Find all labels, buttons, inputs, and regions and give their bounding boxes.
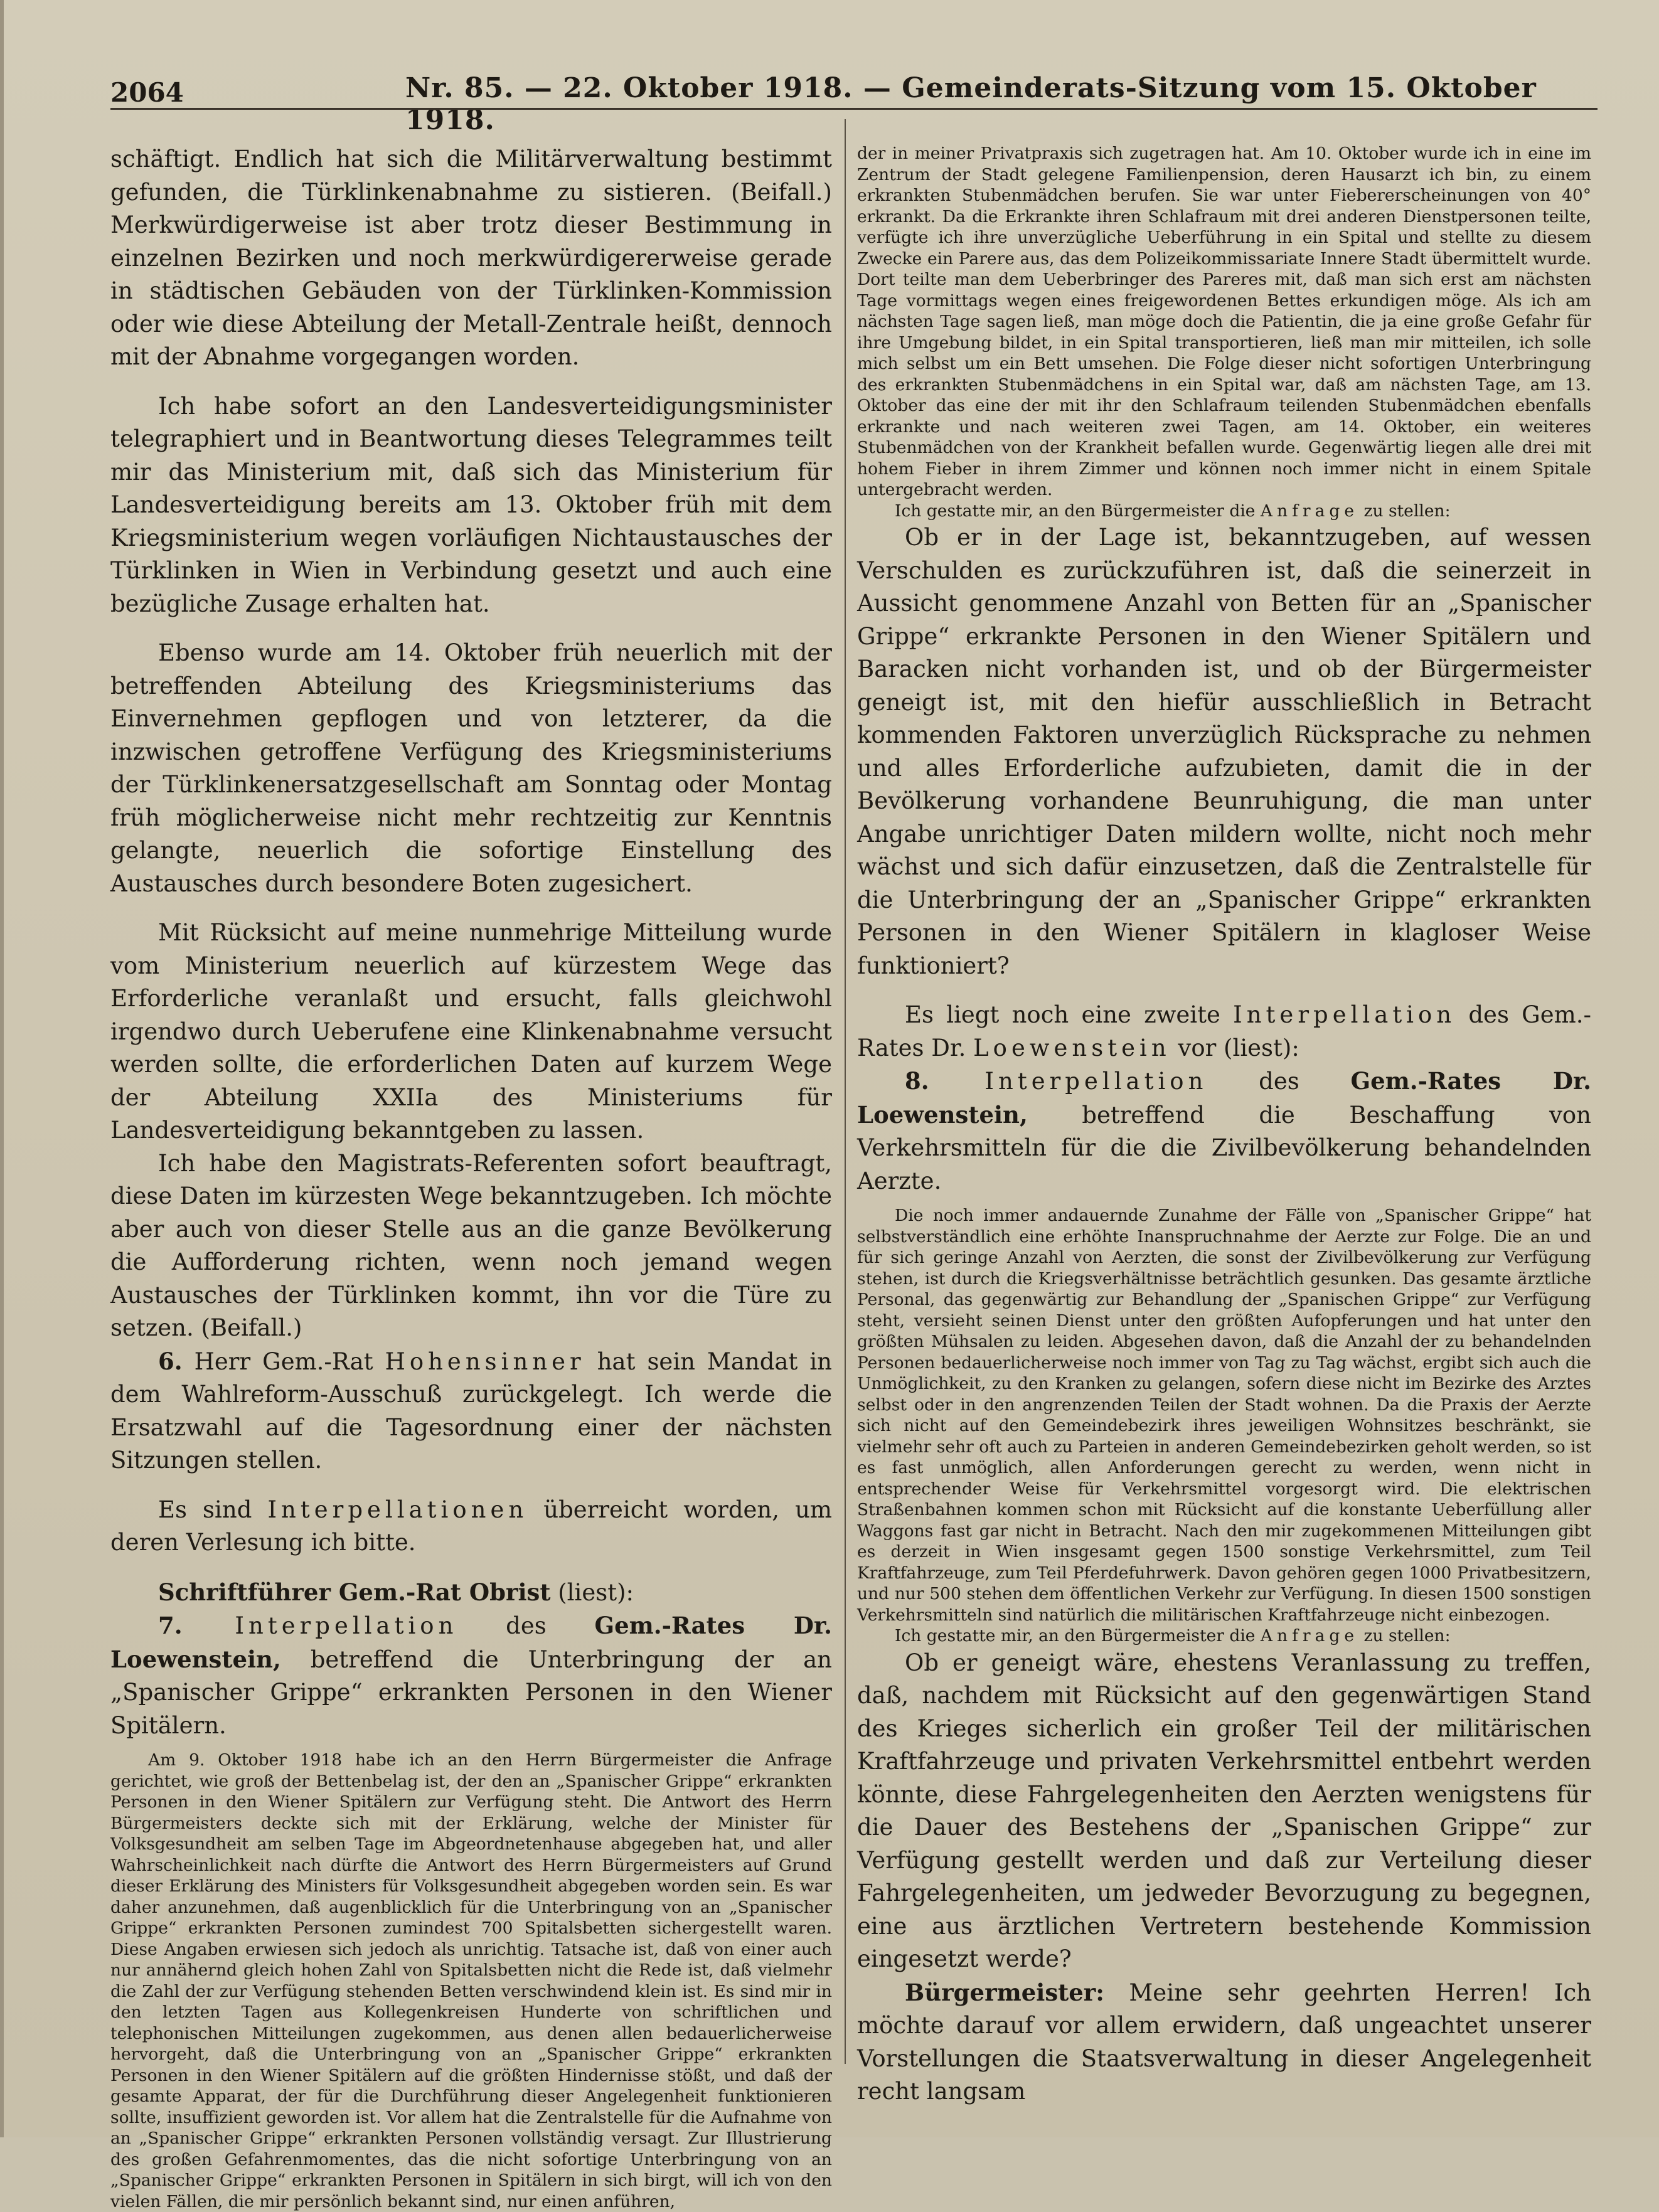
- anfrage-intro-2: [857, 1625, 1591, 1647]
- header-rule: [110, 108, 1598, 110]
- spaced-anfrage: Anfrage: [1260, 501, 1359, 521]
- interpellation-7-heading: [110, 1609, 832, 1742]
- anfrage-intro-1: [857, 501, 1591, 522]
- name-hohensinner: Hohensinner: [385, 1348, 585, 1375]
- paragraph-magistrat: Ich habe den Magistrats-Referenten sofort beauftragt, diese Daten im kürzesten Wege bekanntzugeben. Ich möchte aber auch von dieser Stelle aus an die ganze Bevölkerung die Aufforderung richten, wenn noch jemand wegen Austausches der Türklinken kommt, ihn vor die Türe zu setzen. (Beifall.): [110, 1149, 832, 1341]
- running-head: Nr. 85. — 22. Oktober 1918. — Gemeinderats-Sitzung vom 15. Oktober 1918.: [405, 72, 1537, 136]
- text-fragment: (liest):: [550, 1578, 634, 1606]
- spacer: [110, 1560, 832, 1576]
- text-fragment: betreffend die Unterbringung der an „Spanischer Grippe“ erkrankten Personen in den Wiener Spitälern.: [110, 1646, 832, 1739]
- anfrage-1-text: Ob er in der Lage ist, bekanntzugeben, auf wessen Verschulden es zurückzuführen ist, daß die seinerzeit in Aussicht genommene Anzahl von Betten für an „Spanischer Grippe“ erkrankte Personen in den Wiener Spitälern und Baracken nicht vorhanden ist, und ob der Bürgermeister geneigt ist, mit den hiefür ausschließlich in Betracht kommenden Faktoren unverzüglich Rücksprache zu nehmen und alles Erforderliche aufzubieten, damit die in der Bevölkerung vorhandene Beunruhigung, die man unter Angabe unrichtiger Daten mildern wollte, nicht noch mehr wächst und sich dafür einzusetzen, daß die Zentralstelle für die Unterbringung der an „Spanischer Grippe“ erkrankten Personen in den Wiener Spitälern in klagloser Weise funktioniert?: [857, 524, 1591, 979]
- speaker-buergermeister: [857, 1976, 1591, 2108]
- spacer: [110, 374, 832, 390]
- paragraph-telegramm: Ich habe sofort an den Landesverteidigungsminister telegraphiert und in Beantwortung dieses Telegrammes teilt mir das Ministerium mit, daß sich das Ministerium für Landesverteidigung bereits am 13. Oktober früh mit dem Kriegsministerium wegen vorläufigen Nichtaustausches der Türklinken in Wien in Verbindung gesetzt und auch eine bezügliche Zusage erhalten hat.: [110, 392, 832, 617]
- text-fragment: des Gem.-Rates Dr.: [857, 1001, 1591, 1061]
- paragraph-interpellationen: [110, 1494, 832, 1560]
- paragraph-ministerium: Mit Rücksicht auf meine nunmehrige Mitteilung wurde vom Ministerium neuerlich auf kürzestem Wege das Erforderliche veranlaßt und ersucht, falls gleichwohl irgendwo durch Ueberufene eine Klinkenabnahme versucht werden sollte, die erforderlichen Daten auf kurzem Wege der Abteilung XXIIa des Ministeriums für Landesverteidigung bekanntgeben zu lassen.: [110, 919, 832, 1144]
- spacer: [110, 1742, 832, 1750]
- text-fragment: des: [457, 1612, 595, 1639]
- item-number-6: 6.: [158, 1347, 183, 1375]
- spaced-anfrage: Anfrage: [1260, 1626, 1359, 1646]
- paragraph-zweite-interpellation: [857, 999, 1591, 1065]
- interpellation-8-body: Die noch immer andauernde Zunahme der Fälle von „Spanischer Grippe“ hat selbstverständlich eine erhöhte Inanspruchnahme der Aerzte zur Folge. Die an und für sich geringe Anzahl von Aerzten, die sonst der Zivilbevölkerung zur Verfügung stehen, ist durch die Kriegsverhältnisse beträchtlich gesunken. Das gesamte ärztliche Personal, das gegenwärtig zur Behandlung der „Spanischen Grippe“ zur Verfügung steht, versieht seinen Dienst unter den größten Aufopferungen und hat unter den größten Mühsalen zu leiden. Abgesehen davon, daß die Anzahl der zu behandelnden Personen bedauerlicherweise noch immer von Tag zu Tag wächst, ergibt sich auch die Unmöglichkeit, zu den Kranken zu gelangen, sofern diese nicht im Bezirke des Arztes selbst oder in den angrenzenden Teilen der Stadt wohnen. Da die Praxis der Aerzte sich nicht auf den Gemeindebezirk ihres jeweiligen Wohnsitzes beschränkt, sie vielmehr sehr oft auch zu Parteien in anderen Gemeindebezirken geholt werden, so ist es fast unmöglich, allen Anforderungen gerecht zu werden, wenn nicht in entsprechender Weise für Verkehrsmittel vorgesorgt wird. Die elektrischen Straßenbahnen kommen schon mit Rücksicht auf die konstante Ueberfüllung aller Waggons fast gar nicht in Betracht. Nach den mir zugekommenen Mitteilungen gibt es derzeit in Wien insgesamt gegen 1500 sonstige Verkehrsmittel, zum Teil Kraftfahrzeuge, zum Teil Pferdefuhrwerk. Davon gehören gegen 1000 Privatbesitzern, und nur 500 stehen dem öffentlichen Verkehr zur Verfügung. In diesen 1500 sonstigen Verkehrsmitteln sind natürlich die militärischen Kraftfahrzeuge nicht einbezogen.: [857, 1206, 1591, 1625]
- text-fragment: Meine sehr geehrten Herren! Ich möchte darauf vor allem erwidern, daß ungeachtet unserer Vorstellungen die Staatsverwaltung in dieser Angelegenheit recht langsam: [857, 1979, 1591, 2105]
- interpellant-name: Gem.-Rates Dr. Loewenstein,: [857, 1067, 1591, 1129]
- paragraph-mandat: [110, 1345, 832, 1477]
- item-number-8: 8.: [905, 1067, 929, 1095]
- interpellation-7-body: Am 9. Oktober 1918 habe ich an den Herrn Bürgermeister die Anfrage gerichtet, wie groß der Bettenbelag ist, der den an „Spanischer Grippe“ erkrankten Personen in den Wiener Spitälern zur Verfügung steht. Die Antwort des Herrn Bürgermeisters deckte sich mit der Erklärung, welche der Minister für Volksgesundheit am selben Tage im Abgeordnetenhause abgegeben hat, und aller Wahrscheinlichkeit nach dürfte die Antwort des Herrn Bürgermeisters auf Grund dieser Erklärung des Ministers für Volksgesundheit abgegeben worden sein. Es war daher anzunehmen, daß augenblicklich für die Unterbringung von an „Spanischer Grippe“ erkrankten Personen zumindest 700 Spitalsbetten sichergestellt waren. Diese Angaben erwiesen sich jedoch als unrichtig. Tatsache ist, daß von einer auch nur annähernd gleich hohen Zahl von Spitalsbetten nicht die Rede ist, daß vielmehr die Zahl der zur Verfügung stehenden Betten verschwindend klein ist. Es sind mir in den letzten Tagen aus Kollegenkreisen Hunderte von schriftlichen und telephonischen Mitteilungen zugekommen, aus denen allen bedauerlicherweise hervorgeht, daß die Unterbringung von an „Spanischer Grippe“ erkrankten Personen in den Wiener Spitälern auf die größten Hindernisse stößt, und daß der gesamte Apparat, der für die Durchführung dieser Angelegenheit funktionieren sollte, insuffizient geworden ist. Vor allem hat die Zentralstelle für die Aufnahme von an „Spanischer Grippe“ erkrankten Personen vollständig versagt. Zur Illustrierung des großen Gefahrenmomentes, das die nicht sofortige Unterbringung von an „Spanischer Grippe“ erkrankten Personen in Spitälern in sich birgt, will ich von den vielen Fällen, die mir persönlich bekannt sind, nur einen anführen,: [110, 1750, 832, 2211]
- spaced-loewenstein: Loewenstein: [973, 1034, 1171, 1061]
- spacer: [857, 1198, 1591, 1205]
- text-fragment: Herr Gem.-Rat: [182, 1348, 385, 1375]
- spacer: [110, 620, 832, 637]
- speaker-schriftfuehrer: [110, 1576, 832, 1610]
- spaced-interpellation: Interpellation: [182, 1612, 458, 1639]
- page-header: [110, 60, 1591, 136]
- text-fragment: Es liegt noch eine zweite: [905, 1001, 1234, 1028]
- paragraph-14-oktober: Ebenso wurde am 14. Oktober früh neuerlich mit der betreffenden Abteilung des Kriegsministeriums das Einvernehmen gepflogen und von letzterer, da die inzwischen getroffene Verfügung des Kriegsministeriums der Türklinkenersatzgesellschaft am Sonntag oder Montag früh möglicherweise nicht mehr rechtzeitig zur Kenntnis gelangte, neuerlich die sofortige Einstellung des Austausches durch besondere Boten zugesichert.: [110, 639, 832, 897]
- right-column: [857, 143, 1591, 2105]
- text-fragment: Es sind: [158, 1496, 268, 1523]
- spacer: [110, 900, 832, 917]
- text-fragment: zu stellen:: [1358, 1626, 1451, 1646]
- interpellation-8-heading: [857, 1065, 1591, 1198]
- left-column: [110, 143, 832, 2211]
- spaced-interpellationen: Interpellationen: [267, 1496, 528, 1523]
- text-fragment: vor (liest):: [1170, 1034, 1299, 1061]
- page-number: 2064: [110, 77, 184, 108]
- column-divider: [845, 119, 846, 2064]
- spacer: [857, 982, 1591, 999]
- spaced-interpellation: Interpellation: [929, 1068, 1208, 1095]
- text-fragment: zu stellen:: [1358, 501, 1451, 521]
- text-fragment: überreicht worden, um deren Verlesung ich bitte.: [110, 1496, 832, 1556]
- text-fragment: betreffend die Beschaffung von Verkehrsmitteln für die die Zivilbevölkerung behandelnden Aerzte.: [857, 1101, 1591, 1194]
- text-fragment: hat sein Mandat in dem Wahlreform-Ausschuß zurückgelegt. Ich werde die Ersatzwahl auf die Tagesordnung einer der nächsten Sitzungen stellen.: [110, 1348, 832, 1474]
- interpellation-7-body-continued: der in meiner Privatpraxis sich zugetragen hat. Am 10. Oktober wurde ich in eine im Zentrum der Stadt gelegene Familienpension, deren Hausarzt ich bin, zu einem erkrankten Stubenmädchen berufen. Sie war unter Fiebererscheinungen von 40° erkrankt. Da die Erkrankte ihren Schlafraum mit drei anderen Dienstpersonen teilte, verfügte ich ihre unverzügliche Ueberführung in ein Spital und stellte zu diesem Zwecke ein Parere aus, das dem Polizeikommissariate Innere Stadt übermittelt wurde. Dort teilte man dem Ueberbringer des Pareres mit, daß man sich erst am nächsten Tage vormittags wegen eines freigewordenen Bettes erkundigen möge. Als ich am nächsten Tage sagen ließ, man möge doch die Patientin, die ja eine große Gefahr für ihre Umgebung bildet, in ein Spital transportieren, ließ man mir mitteilen, ich solle mich selbst um ein Bett umsehen. Die Folge dieser nicht sofortigen Unterbringung des erkrankten Stubenmädchens in ein Spital war, daß am nächsten Tage, am 13. Oktober das eine der mit ihr den Schlafraum teilenden Stubenmädchen ebenfalls erkrankte und nach weiteren zwei Tagen, am 14. Oktober, ein weiteres Stubenmädchen von der Krankheit befallen wurde. Gegenwärtig liegen alle drei mit hohem Fieber in ihrem Zimmer und können noch immer nicht in einem Spitale untergebracht werden.: [857, 144, 1591, 499]
- paragraph-klinken-sistierung: schäftigt. Endlich hat sich die Militärverwaltung bestimmt gefunden, die Türklinkenabnahme zu sistieren. (Beifall.) Merkwürdigerweise ist aber trotz dieser Bestimmung in einzelnen Bezirken und noch merkwürdigererweise gerade in städtischen Gebäuden von der Türklinken-Kommission oder wie diese Abteilung der Metall-Zentrale heißt, dennoch mit der Abnahme vorgegangen worden.: [110, 146, 832, 370]
- text-fragment: Ich gestatte mir, an den Bürgermeister die: [895, 1626, 1261, 1646]
- spaced-interpellation: Interpellation: [1233, 1001, 1456, 1028]
- text-fragment: des: [1207, 1068, 1351, 1095]
- item-number-7: 7.: [158, 1612, 183, 1639]
- spacer: [110, 1477, 832, 1494]
- interpellant-name: Gem.-Rates Dr. Loewenstein,: [110, 1612, 832, 1673]
- anfrage-2-text: Ob er geneigt wäre, ehestens Veranlassung zu treffen, daß, nachdem mit Rücksicht auf den gegenwärtigen Stand des Krieges sicherlich ein großer Teil der militärischen Kraftfahrzeuge und privaten Verkehrsmittel entbehrt werden könnte, diese Fahrgelegenheiten den Aerzten wenigstens für die Dauer des Bestehens der „Spanischen Grippe“ zur Verfügung gestellt werden und daß zur Verteilung dieser Fahrgelegenheiten, um jedweder Bevorzugung zu begegnen, eine aus ärztlichen Vertretern bestehende Kommission eingesetzt werde?: [857, 1649, 1591, 1972]
- speaker-name: Schriftführer Gem.-Rat Obrist: [158, 1578, 551, 1606]
- text-fragment: Ich gestatte mir, an den Bürgermeister die: [895, 501, 1261, 521]
- speaker-name: Bürgermeister:: [905, 1978, 1104, 2006]
